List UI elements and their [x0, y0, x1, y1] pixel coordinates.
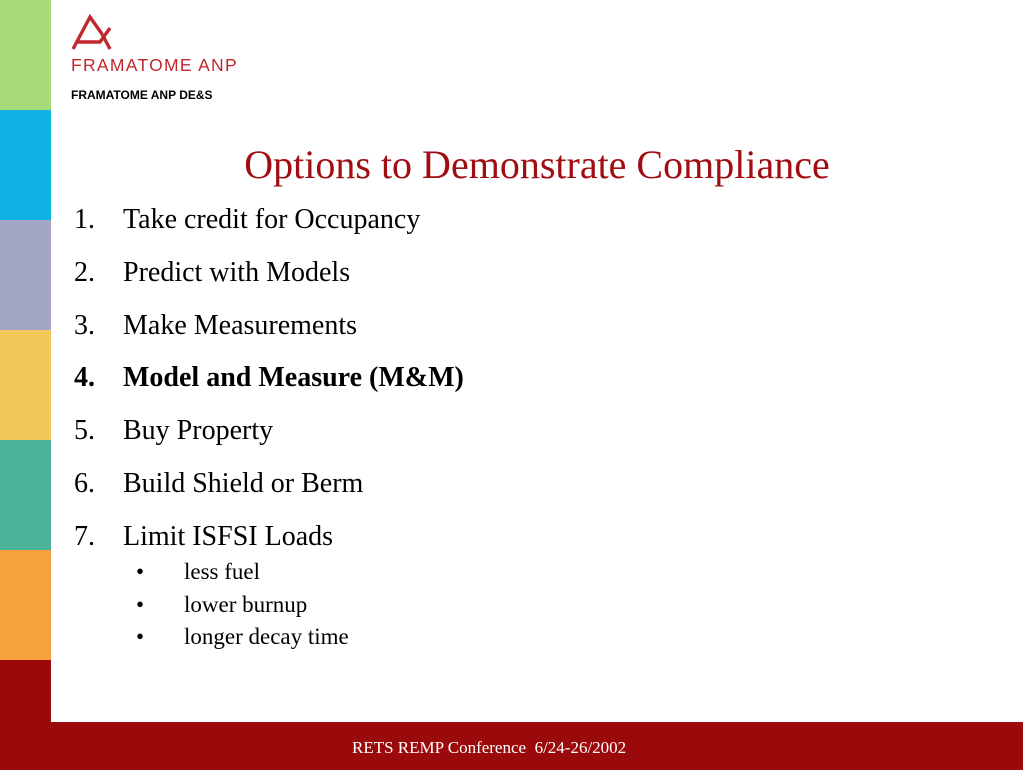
left-color-stripe — [0, 0, 51, 722]
framatome-a-logo-icon — [70, 14, 116, 50]
stripe-segment-teal — [0, 440, 51, 550]
item-text: Limit ISFSI Loads — [123, 520, 334, 552]
division-label: FRAMATOME ANP DE&S — [71, 88, 213, 102]
slide-title: Options to Demonstrate Compliance — [244, 142, 830, 187]
list-item — [74, 253, 974, 306]
item-text: Model and Measure (M&M) — [123, 362, 464, 394]
bullet-icon: • — [136, 559, 145, 584]
item-number: 1. — [74, 204, 95, 235]
sub-bullet-list — [136, 557, 736, 655]
stripe-segment-red — [0, 660, 51, 722]
item-number: 5. — [74, 415, 95, 447]
sub-bullet-item — [136, 557, 736, 590]
item-number: 3. — [74, 309, 95, 341]
stripe-segment-yellow — [0, 330, 51, 440]
item-text: Build Shield or Berm — [123, 467, 364, 499]
list-item — [74, 306, 974, 359]
bullet-icon: • — [136, 624, 145, 649]
item-text: Predict with Models — [123, 256, 351, 288]
sub-bullet-text: longer decay time — [184, 624, 349, 649]
item-number: 4. — [74, 362, 95, 394]
item-text: Make Measurements — [123, 309, 358, 341]
sub-bullet-item — [136, 622, 736, 655]
options-list — [74, 200, 974, 570]
stripe-segment-lavender — [0, 220, 51, 330]
list-item — [74, 200, 974, 253]
item-number: 2. — [74, 256, 95, 288]
item-number: 6. — [74, 467, 95, 499]
footer-text: RETS REMP Conference 6/24-26/2002 — [352, 738, 627, 757]
item-number: 7. — [74, 520, 95, 552]
list-item — [74, 464, 974, 517]
item-text: Take credit for Occupancy — [123, 204, 421, 235]
stripe-segment-green — [0, 0, 51, 110]
sub-bullet-text: less fuel — [184, 559, 261, 584]
sub-bullet-text: lower burnup — [184, 591, 308, 617]
bullet-icon: • — [136, 591, 145, 617]
list-item-emphasized — [74, 358, 974, 411]
list-item — [74, 411, 974, 464]
company-logo-text: FRAMATOME ANP — [71, 55, 238, 75]
item-text: Buy Property — [123, 415, 274, 447]
sub-bullet-item — [136, 590, 736, 623]
stripe-segment-blue — [0, 110, 51, 220]
stripe-segment-orange — [0, 550, 51, 660]
